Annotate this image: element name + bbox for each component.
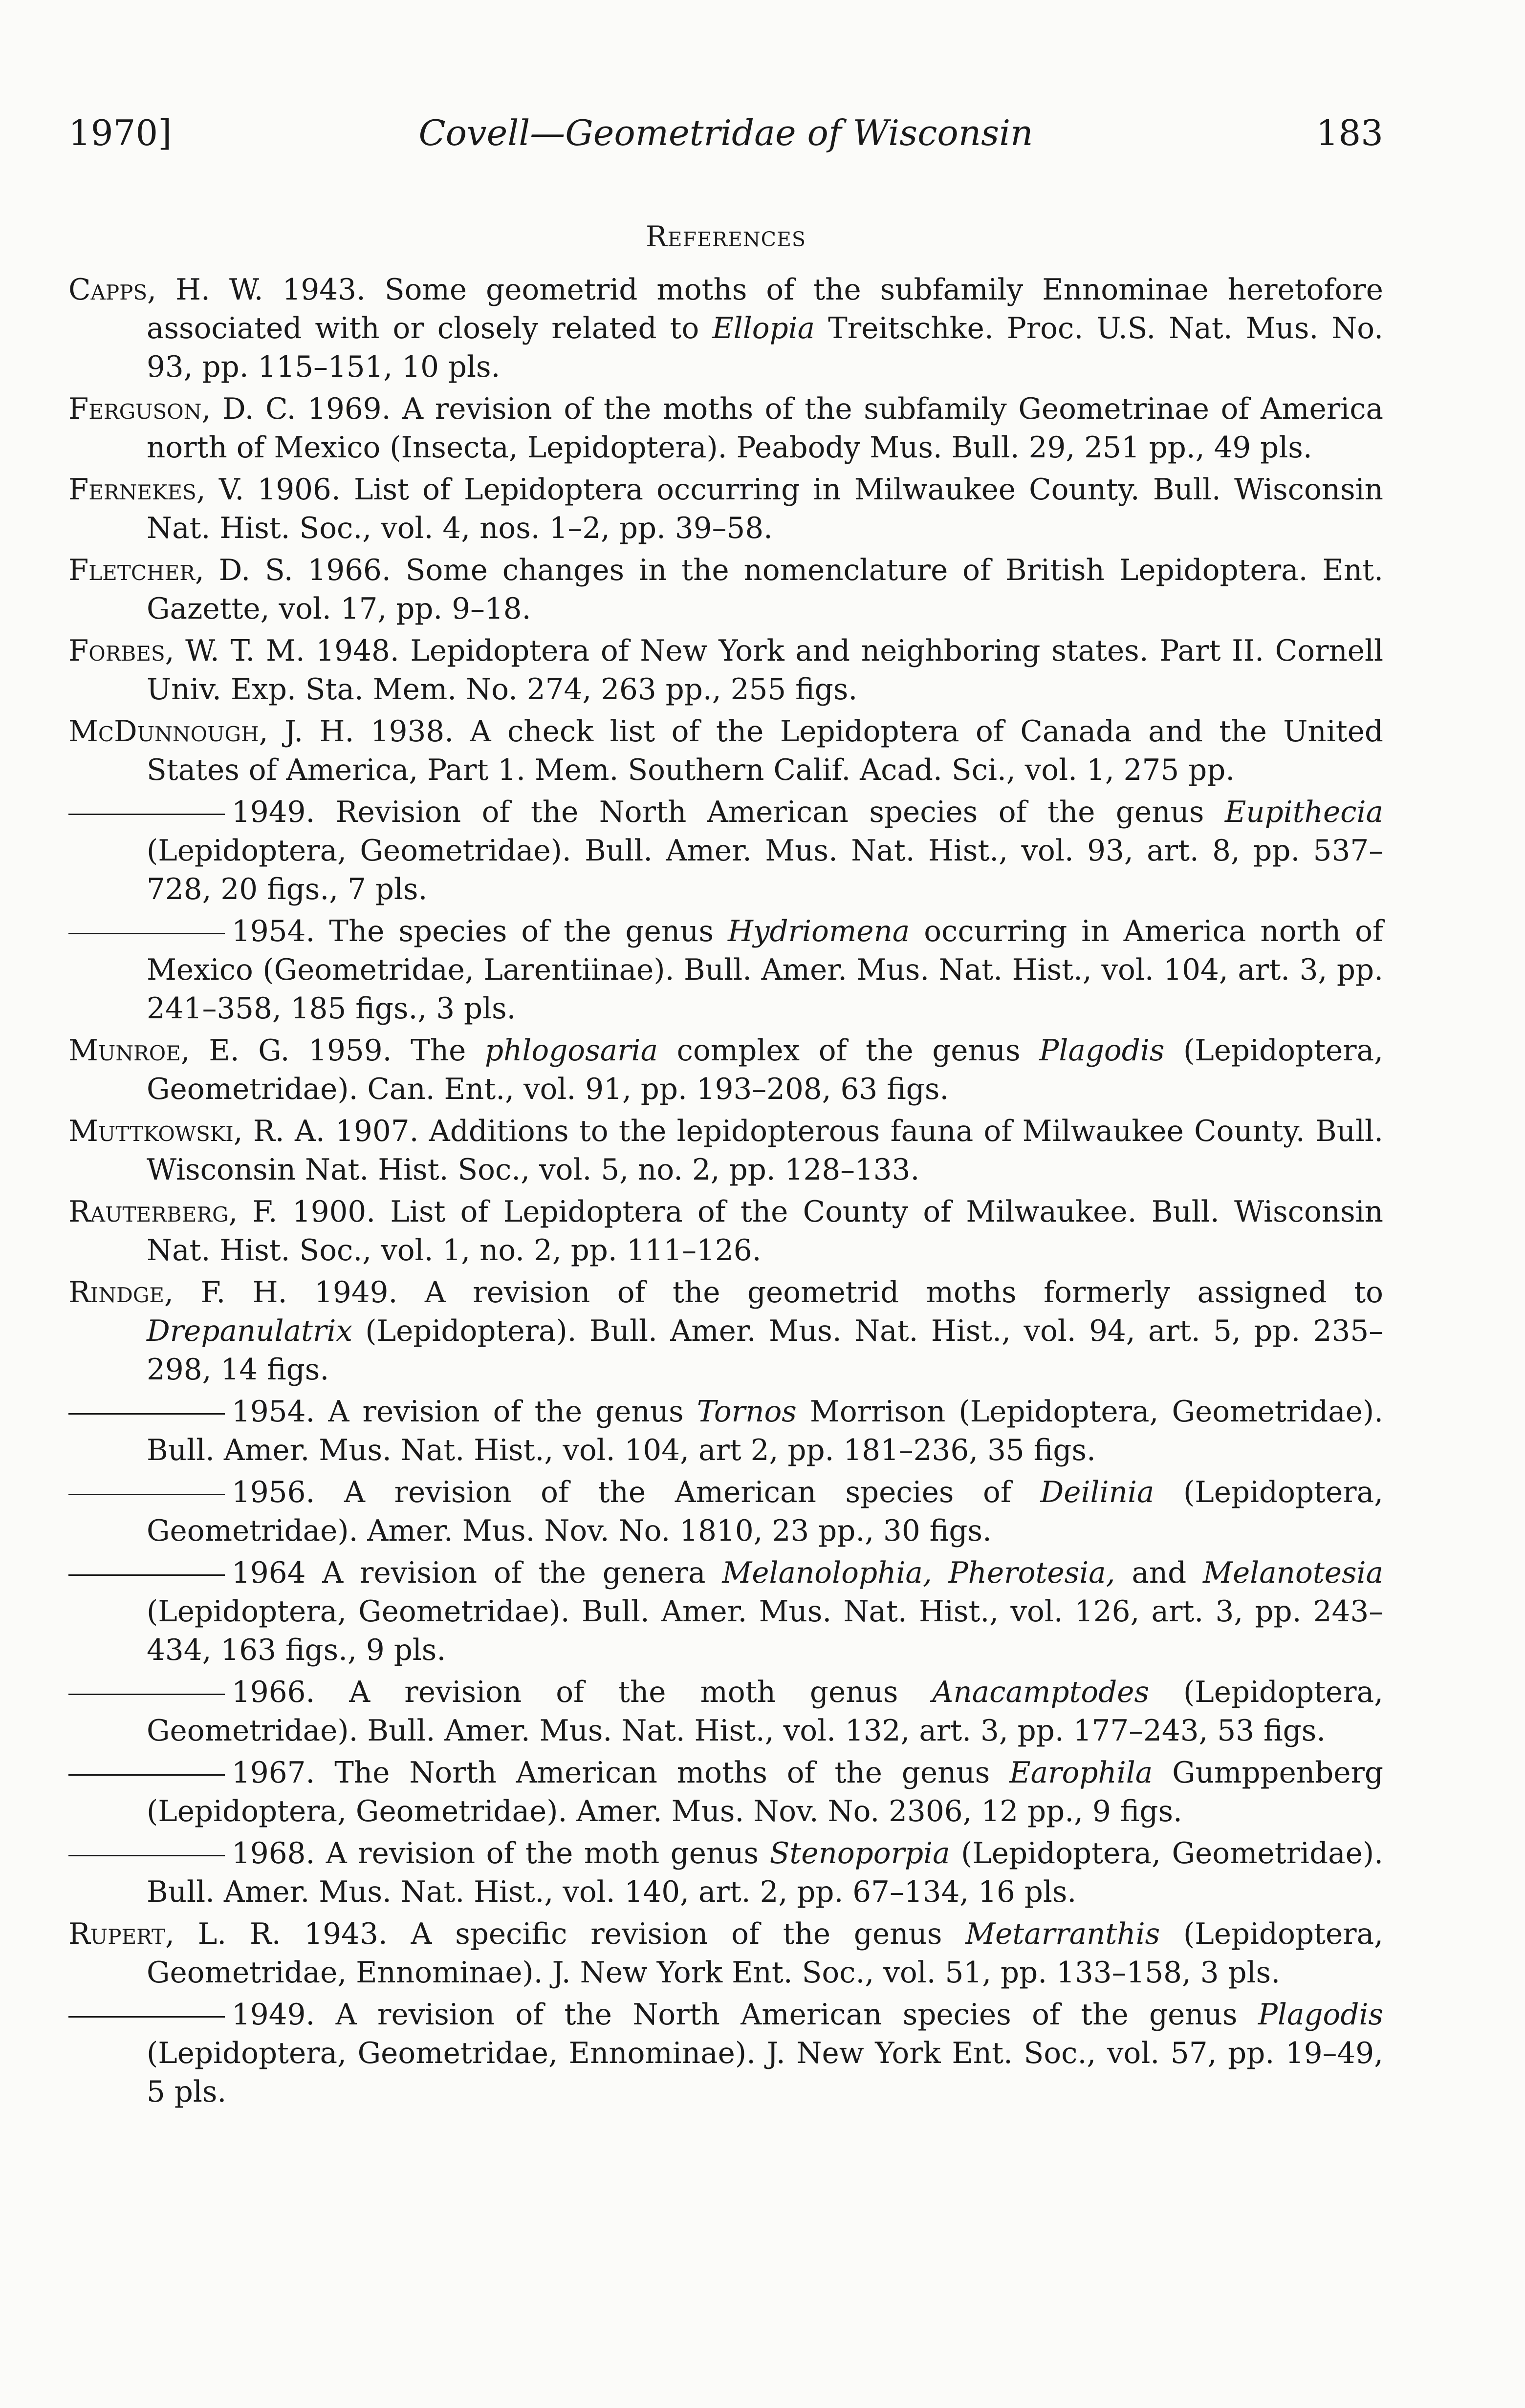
ditto-dash: [68, 1574, 225, 1576]
reference-text: 1949. A revision of the geometrid moths formerly assigned to: [287, 1276, 1384, 1310]
reference-author: Fernekes, V.: [68, 473, 244, 507]
reference-text: (Lepidoptera, Geometridae). Bull. Amer. Mus. Nat. Hist., vol. 126, art. 3, pp. 243–434, 163 figs., 9 pls.: [147, 1595, 1383, 1667]
reference-text: 1969. A revision of the moths of the subfamily Geometrinae of America north of Mexico (Insecta, Lepidoptera). Peabody Mus. Bull. 29, 251 pp., 49 pls.: [147, 392, 1383, 465]
reference-text: 1964 A revision of the genera: [232, 1556, 722, 1590]
reference-author: Fletcher, D. S.: [68, 554, 293, 587]
reference-taxon: Stenoporpia: [769, 1837, 950, 1870]
reference-taxon: Ellopia: [712, 312, 815, 345]
reference-text: 1906. List of Lepidoptera occurring in Milwaukee County. Bull. Wisconsin Nat. Hist. Soc., vol. 4, nos. 1–2, pp. 39–58.: [147, 473, 1383, 545]
page-number: 183: [1316, 112, 1383, 153]
reference-text: (Lepidoptera, Geometridae). Bull. Amer. Mus. Nat. Hist., vol. 140, art. 2, pp. 67–134, 16 pls.: [147, 1837, 1383, 1909]
reference-taxon: Plagodis: [1258, 1998, 1383, 2032]
reference-entry: [68, 551, 1383, 628]
reference-entry: [68, 1834, 1383, 1912]
reference-text: 1949. Revision of the North American species of the genus: [232, 796, 1225, 829]
reference-text: 1907. Additions to the lepidopterous fauna of Milwaukee County. Bull. Wisconsin Nat. Hist. Soc., vol. 5, no. 2, pp. 128–133.: [147, 1115, 1383, 1187]
reference-text: 1943. A specific revision of the genus: [281, 1917, 966, 1951]
reference-text: and: [1115, 1556, 1203, 1590]
reference-entry: [68, 712, 1383, 790]
reference-entry: [68, 390, 1383, 467]
reference-list: [68, 271, 1383, 2111]
ditto-dash: [68, 2016, 225, 2018]
reference-entry: [68, 1273, 1383, 1389]
reference-text: (Lepidoptera, Geometridae, Ennominae). J. New York Ent. Soc., vol. 51, pp. 133–158, 3 pls.: [147, 1917, 1383, 1990]
reference-taxon: Drepanulatrix: [147, 1314, 353, 1348]
ditto-dash: [68, 1494, 225, 1495]
reference-text: 1966. Some changes in the nomenclature of British Lepidoptera. Ent. Gazette, vol. 17, pp. 9–18.: [147, 554, 1383, 626]
running-head: [68, 112, 1383, 171]
reference-text: (Lepidoptera, Geometridae, Ennominae). J. New York Ent. Soc., vol. 57, pp. 19–49, 5 pls.: [147, 2037, 1383, 2109]
reference-text: 1954. The species of the genus: [232, 915, 728, 948]
header-year: 1970]: [68, 112, 172, 153]
reference-taxon: Deilinia: [1040, 1476, 1155, 1509]
reference-text: 1967. The North American moths of the genus: [232, 1756, 1010, 1790]
reference-text: 1900. List of Lepidoptera of the County of Milwaukee. Bull. Wisconsin Nat. Hist. Soc., vol. 1, no. 2, pp. 111–126.: [147, 1195, 1384, 1268]
ditto-dash: [68, 933, 225, 934]
page: [68, 112, 1383, 2115]
reference-entry: [68, 271, 1383, 387]
reference-text: (Lepidoptera). Bull. Amer. Mus. Nat. Hist., vol. 94, art. 5, pp. 235–298, 14 figs.: [147, 1314, 1383, 1387]
reference-text: Gumppenberg (Lepidoptera, Geometridae). Amer. Mus. Nov. No. 2306, 12 pp., 9 figs.: [147, 1756, 1383, 1828]
reference-taxon: Melanolophia, Pherotesia,: [722, 1556, 1115, 1590]
reference-entry: [68, 1112, 1383, 1189]
reference-author: Capps, H. W.: [68, 273, 263, 307]
ditto-dash: [68, 814, 225, 815]
reference-text: 1956. A revision of the American species of: [232, 1476, 1041, 1509]
reference-text: (Lepidoptera, Geometridae). Can. Ent., vol. 91, pp. 193–208, 63 figs.: [147, 1034, 1383, 1106]
reference-text: Morrison (Lepidoptera, Geometridae). Bull. Amer. Mus. Nat. Hist., vol. 104, art 2, pp. 181–236, 35 figs.: [147, 1395, 1383, 1467]
reference-text: complex of the genus: [658, 1034, 1040, 1068]
ditto-dash: [68, 1413, 225, 1415]
reference-text: Treitschke. Proc. U.S. Nat. Mus. No. 93, pp. 115–151, 10 pls.: [147, 312, 1383, 384]
reference-author: Ferguson, D. C.: [68, 392, 296, 426]
reference-entry: [68, 1473, 1383, 1550]
ditto-dash: [68, 1694, 225, 1695]
reference-author: Rindge, F. H.: [68, 1276, 287, 1310]
reference-taxon: Tornos: [697, 1395, 797, 1429]
reference-entry: [68, 471, 1383, 548]
reference-taxon: Metarranthis: [965, 1917, 1160, 1951]
reference-text: 1954. A revision of the genus: [232, 1395, 697, 1429]
reference-taxon: Anacamptodes: [932, 1676, 1150, 1709]
reference-entry: [68, 1915, 1383, 1992]
reference-author: Munroe, E. G.: [68, 1034, 290, 1068]
reference-entry: [68, 912, 1383, 1028]
reference-taxon: Melanotesia: [1203, 1556, 1383, 1590]
reference-text: (Lepidoptera, Geometridae). Bull. Amer. Mus. Nat. Hist., vol. 93, art. 8, pp. 537–728, 20 figs., 7 pls.: [147, 834, 1383, 906]
reference-author: Forbes, W. T. M.: [68, 634, 305, 668]
reference-author: Rupert, L. R.: [68, 1917, 281, 1951]
reference-text: 1959. The: [289, 1034, 485, 1068]
reference-text: 1938. A check list of the Lepidoptera of Canada and the United States of America, Part 1. Mem. Southern Calif. Acad. Sci., vol. 1, 275 pp.: [147, 715, 1383, 787]
reference-taxon: Earophila: [1009, 1756, 1153, 1790]
reference-text: (Lepidoptera, Geometridae). Bull. Amer. Mus. Nat. Hist., vol. 132, art. 3, pp. 177–243, 53 figs.: [147, 1676, 1383, 1748]
reference-entry: [68, 632, 1383, 709]
section-title: References: [645, 220, 806, 253]
header-title: Covell—Geometridae of Wisconsin: [418, 112, 1033, 153]
reference-taxon: Hydriomena: [727, 915, 910, 948]
reference-entry: [68, 1032, 1383, 1109]
reference-taxon: phlogosaria: [484, 1034, 658, 1068]
reference-entry: [68, 1673, 1383, 1750]
reference-taxon: Eupithecia: [1224, 796, 1383, 829]
reference-text: (Lepidoptera, Geometridae). Amer. Mus. Nov. No. 1810, 23 pp., 30 figs.: [147, 1476, 1383, 1548]
ditto-dash: [68, 1774, 225, 1776]
reference-author: McDunnough, J. H.: [68, 715, 354, 749]
reference-entry: [68, 793, 1383, 909]
reference-text: 1949. A revision of the North American species of the genus: [232, 1998, 1258, 2032]
ditto-dash: [68, 1855, 225, 1856]
reference-entry: [68, 1996, 1383, 2111]
reference-entry: [68, 1754, 1383, 1831]
reference-author: Rauterberg, F.: [68, 1195, 278, 1229]
reference-entry: [68, 1393, 1383, 1470]
reference-text: 1943. Some geometrid moths of the subfamily Ennominae heretofore associated with or closely related to: [147, 273, 1383, 345]
reference-entry: [68, 1193, 1383, 1270]
reference-text: 1966. A revision of the moth genus: [232, 1676, 933, 1709]
reference-taxon: Plagodis: [1039, 1034, 1165, 1068]
reference-text: 1948. Lepidoptera of New York and neighboring states. Part II. Cornell Univ. Exp. Sta. Mem. No. 274, 263 pp., 255 figs.: [147, 634, 1384, 707]
reference-text: 1968. A revision of the moth genus: [232, 1837, 770, 1870]
reference-text: occurring in America north of Mexico (Geometridae, Larentiinae). Bull. Amer. Mus. Nat. Hist., vol. 104, art. 3, pp. 241–358, 185 figs., 3 pls.: [147, 915, 1384, 1026]
reference-entry: [68, 1554, 1383, 1670]
reference-author: Muttkowski, R. A.: [68, 1115, 325, 1148]
